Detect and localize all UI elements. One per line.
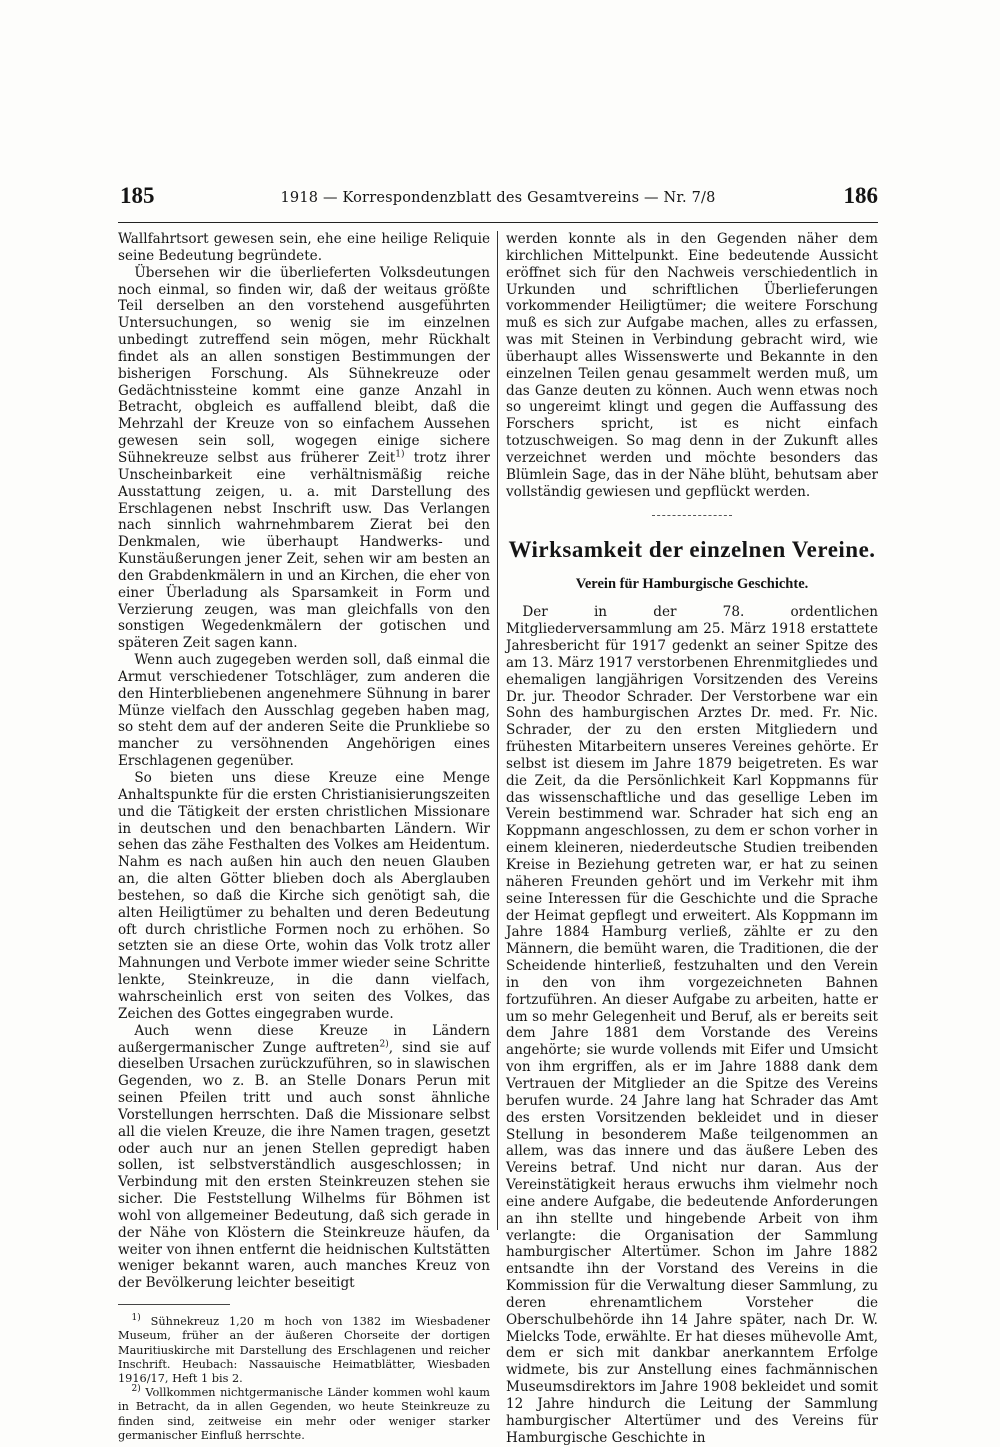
page-number-left: 185 <box>120 183 155 208</box>
paragraph <box>118 1023 490 1293</box>
section-subtitle: Verein für Hamburgische Geschichte. <box>575 575 809 592</box>
footnote-rule <box>118 1304 230 1305</box>
footnote <box>118 1315 490 1386</box>
paragraph-text: Auch wenn diese Kreuze in Ländern außergermanischer Zunge auftreten <box>118 1022 490 1056</box>
paragraph: Der in der 78. ordentlichen Mitgliederversammlung am 25. März 1918 erstattete Jahresbericht für 1917 gedenkt an seiner Spitze des am 13. März 1917 verstorbenen Ehrenmitgliedes und ehemaligen langjährigen Vorsitzenden des Vereins Dr. jur. Theodor Schrader. Der Verstorbene war ein Sohn des hamburgischen Arztes Dr. med. Fr. Nic. Schrader, der zu den ersten Mitgliedern und frühesten Mitarbeitern unseres Vereines gehörte. Er selbst ist diesem im Jahre 1879 beigetreten. Es war die Zeit, da die Persönlichkeit Karl Koppmanns für das wissenschaftliche und das gesellige Leben im Verein bestimmend war. Schrader hat sich eng an Koppmann angeschlossen, zu dem er schon vorher in einem kleineren, niederdeutsche Studien treibenden Kreise in Beziehung getreten war, er hat zu seinen näheren Freunden gehört und im Verkehr mit ihm seine Interessen für die Geschichte und die Sprache der Heimat gepflegt und erweitert. Als Koppmann im Jahre 1884 Hamburg verließ, zählte er zu den Männern, die bemüht waren, die Traditionen, die der Scheidende hinterließ, festzuhalten und den Verein in den von ihm vorgezeichneten Bahnen fortzuführen. An dieser Aufgabe zu arbeiten, hatte er um so mehr Gelegenheit und Beruf, als er bereits seit dem Jahre 1881 dem Vorstande des Vereins angehörte; sie wurde vollends mit Eifer und Umsicht von ihm ergriffen, als er im Jahre 1888 dank dem Vertrauen der Mitglieder an die Spitze des Vereins berufen wurde. 24 Jahre lang hat Schrader das Amt des ersten Vorsitzenden bekleidet und in dieser Stellung in besonderem Maße teilgenommen an allem, was das innere und das äußere Leben des Vereins betraf. Und nicht nur daran. Aus der Vereinstätigkeit heraus erwuchs ihm vielmehr noch eine andere Aufgabe, die bedeutende Anforderungen an ihn stellte und hingebende Arbeit von ihm verlangte: die Organisation der Sammlung hamburgischer Altertümer. Schon im Jahre 1882 entsandte ihn der Vorstand des Vereins in die Kommission für die Verwaltung dieser Sammlung, zu deren ehrenamtlichem Vorsteher die Oberschulbehörde ihn 14 Jahre später, nach Dr. W. Mielcks Tode, erwählte. Er hat dieses mühevolle Amt, dem er sich mit dankbar anerkanntem Erfolge widmete, bis zur Anstellung eines fachmännischen Museumsdirektors im Jahre 1908 bekleidet und somit 12 Jahre hindurch die Leitung der Sammlung hamburgischer Altertümer und des Vereins für Hamburgische Geschichte in <box>506 604 878 1446</box>
paragraph: So bieten uns diese Kreuze eine Menge Anhaltspunkte für die ersten Christianisierungszeiten und die Tätigkeit der ersten christlichen Missionare in deutschen und den benachbarten Ländern. Wir sehen das zähe Festhalten des Volkes am Heidentum. Nahm es nach außen hin auch den neuen Glauben an, die alten Götter blieben doch als Aberglauben bestehen, so daß die Kirche sich genötigt sah, die alten Heiligtümer zu behalten und deren Bedeutung oft durch christliche Formen noch zu erhöhen. So setzten sie an diese Orte, wohin das Volk trotz aller Mahnungen und Verbote immer wieder seine Schritte lenkte, Steinkreuze, in die dann vielfach, wahrscheinlich erst von seiten des Volkes, das Zeichen des Gottes eingegraben wurde. <box>118 770 490 1022</box>
page-number-right: 186 <box>843 183 878 208</box>
footnote-ref: 2) <box>379 1038 389 1049</box>
section-title: Wirksamkeit der einzelnen Vereine. <box>508 536 876 562</box>
footnote-mark: 2) <box>131 1384 141 1395</box>
paragraph-text: , sind sie auf dieselben Ursachen zurückzuführen, so in slawischen Gegenden, wo z. B. an Stelle Donars Perun mit seinen Pfeilen tritt und auch sonst ähnliche Vorstellungen herrschten. Daß die Missionare selbst all die vielen Kreuze, die ihre Namen tragen, gesetzt oder auch nur an jenen Stellen gepredigt haben sollen, ist selbstverständlich ausgeschlossen; in Verbindung mit den ersten Steinkreuzen stehen sie sicher. Die Feststellung Wilhelms für Böhmen ist wohl von allgemeiner Bedeutung, daß sich gerade in der Nähe von Klöstern die Steinkreuze häufen, da weiter von ihnen entfernt die heidnischen Kultstätten weniger bekannt waren, auch manches Kreuz von der Bevölkerung leichter beseitigt <box>118 1039 490 1292</box>
right-column <box>506 231 878 1447</box>
paragraph-text: Übersehen wir die überlieferten Volksdeutungen noch einmal, so finden wir, daß der weitaus größte Teil derselben an den vorstehend ausgeführten Untersuchungen, so wenig sie im einzelnen unbedingt zutreffend sein mögen, mehr Rückhalt findet als an allen sonstigen Bestimmungen der bisherigen Forschung. Als Sühnekreuze oder Gedächtnissteine kommt eine ganze Anzahl in Betracht, obgleich es auffallend bleibt, daß die Mehrzahl der Kreuze von so einfachem Aussehen gewesen sein soll, wogegen einige sichere Sühnekreuze selbst aus früherer Zeit <box>118 264 490 466</box>
footnote-mark: 1) <box>131 1313 141 1324</box>
page-header <box>118 183 878 219</box>
paragraph: werden konnte als in den Gegenden näher dem kirchlichen Mittelpunkt. Eine bedeutende Aussicht eröffnet sich für den Nachweis verschiedentlich in Urkunden und schriftlichen Überlieferungen vorkommender Heiligtümer; die weitere Forschung muß es sich zur Aufgabe machen, alles zu erfassen, was mit Steinen in Verbindung gebracht wird, wie überhaupt alles Wissenswerte und Bekannte in den einzelnen Teilen genau gesammelt werden muß, um das Ganze deuten zu können. Auch wenn etwas noch so ungereimt klingt und gegen die Auffassung des Forschers spricht, ist es nicht einfach totzuschweigen. So mag denn in der Zukunft alles verzeichnet werden und möchte besonders das Blümlein Sage, das in der Nähe blüht, behutsam aber vollständig gewiesen und gepflückt werden. <box>506 231 878 500</box>
section-separator <box>652 515 732 516</box>
footnote <box>118 1386 490 1443</box>
footnote-text: Vollkommen nichtgermanische Länder kommen wohl kaum in Betracht, da in allen Gegenden, wo heute Steinkreuze zu finden sind, zeitweise ein mehr oder weniger starker germanischer Einfluß herrschte. <box>118 1386 490 1442</box>
paragraph: Wallfahrtsort gewesen sein, ehe eine heilige Reliquie seine Bedeutung begründete. <box>118 231 490 264</box>
footnote-ref: 1) <box>395 449 405 460</box>
paragraph-text: trotz ihrer Unscheinbarkeit eine verhältnismäßig reiche Ausstattung zeigen, u. a. mit Darstellung des Erschlagenen nebst Inschrift usw. Das Verlangen nach sinnlich wahrnehmbarem Zierat bei den Denkmalen, wie überhaupt Handwerks- und Kunstäußerungen jener Zeit, sehen wir am besten an den Grabdenkmälern in und an Kirchen, die eher von einer Überladung als Sparsamkeit in Form und Verzierung zeugen, was man gleichfalls von den sonstigen Wegedenkmälern der gotischen und späteren Zeit sagen kann. <box>118 449 490 652</box>
left-column <box>118 231 490 1443</box>
running-title: 1918 — Korrespondenzblatt des Gesamtvereins — Nr. 7/8 <box>280 190 716 206</box>
paragraph: Wenn auch zugegeben werden soll, daß einmal die Armut verschiedener Totschläger, zum anderen die den Hinterbliebenen angenehmere Sühnung in barer Münze vielfach den Ausschlag gegeben haben mag, so steht dem auf der anderen Seite die Prunkliebe so mancher zu versöhnenden Angehörigen eines Erschlagenen gegenüber. <box>118 652 490 770</box>
header-rule <box>118 222 878 223</box>
column-divider <box>497 231 498 1230</box>
footnotes <box>118 1315 490 1443</box>
paragraph <box>118 265 490 652</box>
footnote-text: Sühnekreuz 1,20 m hoch von 1382 im Wiesbadener Museum, früher an der äußeren Chorseite der dortigen Mauritiuskirche mit Darstellung des Erschlagenen und reicher Inschrift. Heubach: Nassauische Heimatblätter, Wiesbaden 1916/17, Heft 1 bis 2. <box>118 1315 490 1385</box>
